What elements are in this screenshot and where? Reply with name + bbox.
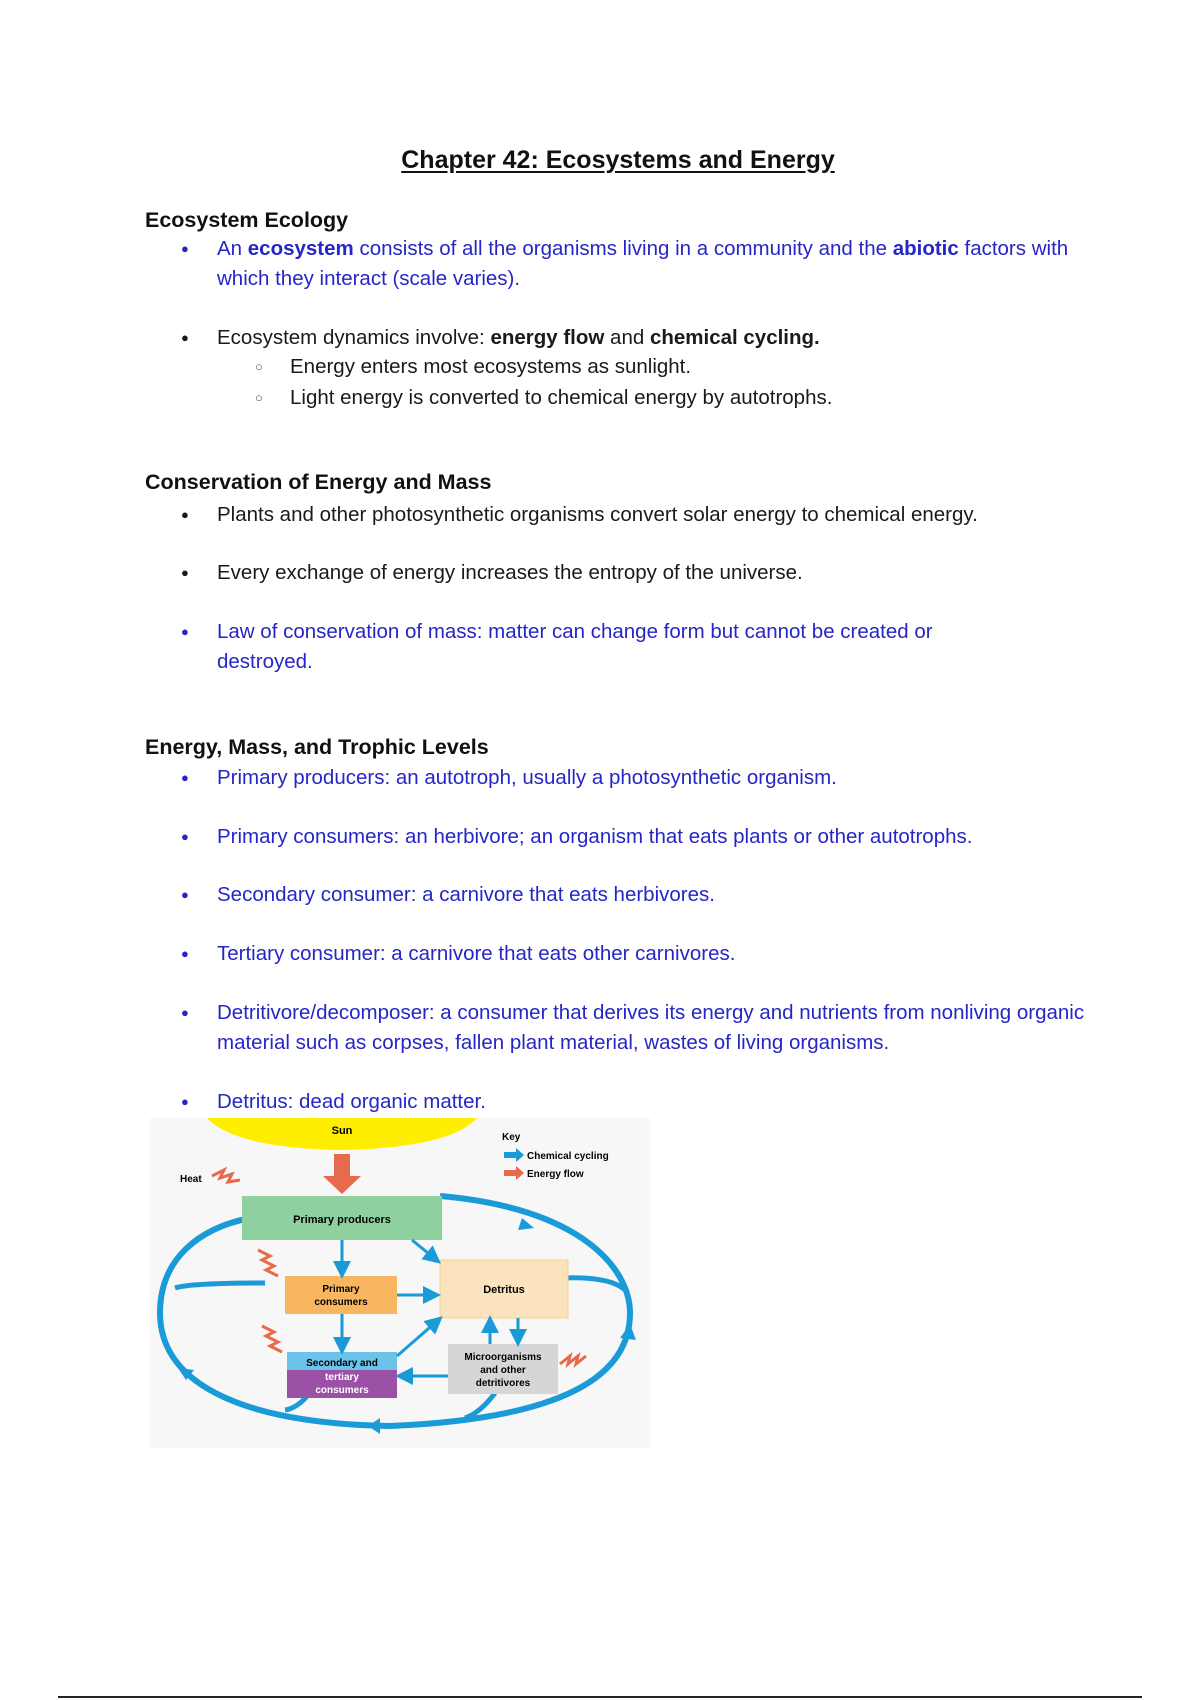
heat-label: Heat	[180, 1174, 202, 1185]
bullet-conservation-of-mass: ● Law of conservation of mass: matter can change form but cannot be created or destroyed.	[217, 617, 1017, 677]
bullet-primary-producers: ● Primary producers: an autotroph, usually a photosynthetic organism.	[217, 763, 1097, 793]
text-span: Ecosystem dynamics involve:	[217, 326, 491, 349]
page-title: Chapter 42: Ecosystems and Energy	[401, 146, 835, 174]
ecosystem-energy-flow-diagram	[150, 1118, 650, 1448]
primary-consumers-label-2: consumers	[314, 1297, 368, 1308]
term-abiotic: abiotic	[892, 237, 959, 260]
page-bottom-rule	[58, 1696, 1142, 1698]
bullet-detritivore: ● Detritivore/decomposer: a consumer that derives its energy and nutrients from nonliving organic material such as corpses, fallen plant material, wastes of living organisms.	[217, 998, 1097, 1058]
micro-label-3: detritivores	[475, 1378, 531, 1389]
primary-consumers-label-1: Primary	[322, 1284, 360, 1295]
secondary-label-2: tertiary	[325, 1372, 359, 1383]
bullet-primary-consumers: ● Primary consumers: an herbivore; an organism that eats plants or other autotrophs.	[217, 822, 1097, 852]
term-energy-flow: energy flow	[490, 326, 605, 349]
key-label: Key	[502, 1132, 521, 1143]
detritus-label: Detritus	[483, 1284, 525, 1296]
sun-label: Sun	[331, 1125, 353, 1137]
bullet-entropy: ● Every exchange of energy increases the entropy of the universe.	[217, 558, 1097, 588]
secondary-label-1: Secondary and	[306, 1358, 378, 1369]
subbullet-autotrophs: ○ Light energy is converted to chemical energy by autotrophs.	[290, 383, 832, 413]
primary-consumers-box	[285, 1276, 397, 1314]
section-heading-conservation: Conservation of Energy and Mass	[145, 470, 492, 494]
micro-label-2: and other	[480, 1365, 526, 1376]
key-chemical-label: Chemical cycling	[527, 1151, 609, 1162]
text-span: consists of all the organisms living in a community and the	[353, 237, 893, 260]
bullet-photosynthesis: ● Plants and other photosynthetic organisms convert solar energy to chemical energy.	[217, 500, 1097, 530]
section-heading-ecosystem-ecology: Ecosystem Ecology	[145, 208, 349, 232]
text-span: and	[604, 326, 650, 349]
section-heading-trophic-levels: Energy, Mass, and Trophic Levels	[145, 735, 489, 759]
bullet-ecosystem-dynamics	[217, 323, 1097, 353]
term-ecosystem: ecosystem	[247, 237, 354, 260]
bullet-detritus: ● Detritus: dead organic matter.	[217, 1087, 1097, 1117]
subbullet-sunlight: ○ Energy enters most ecosystems as sunlight.	[290, 352, 691, 382]
term-chemical-cycling: chemical cycling.	[649, 326, 820, 349]
text-span: An	[217, 237, 248, 260]
text-span: factors with which they interact (scale varies).	[217, 237, 1069, 290]
key-energy-label: Energy flow	[527, 1169, 584, 1180]
bullet-tertiary-consumer: ● Tertiary consumer: a carnivore that eats other carnivores.	[217, 939, 1097, 969]
micro-label-1: Microorganisms	[464, 1352, 542, 1363]
bullet-ecosystem-definition	[217, 234, 1097, 294]
primary-producers-label: Primary producers	[293, 1214, 391, 1226]
bullet-secondary-consumer: ● Secondary consumer: a carnivore that eats herbivores.	[217, 880, 1097, 910]
secondary-label-3: consumers	[315, 1385, 369, 1396]
